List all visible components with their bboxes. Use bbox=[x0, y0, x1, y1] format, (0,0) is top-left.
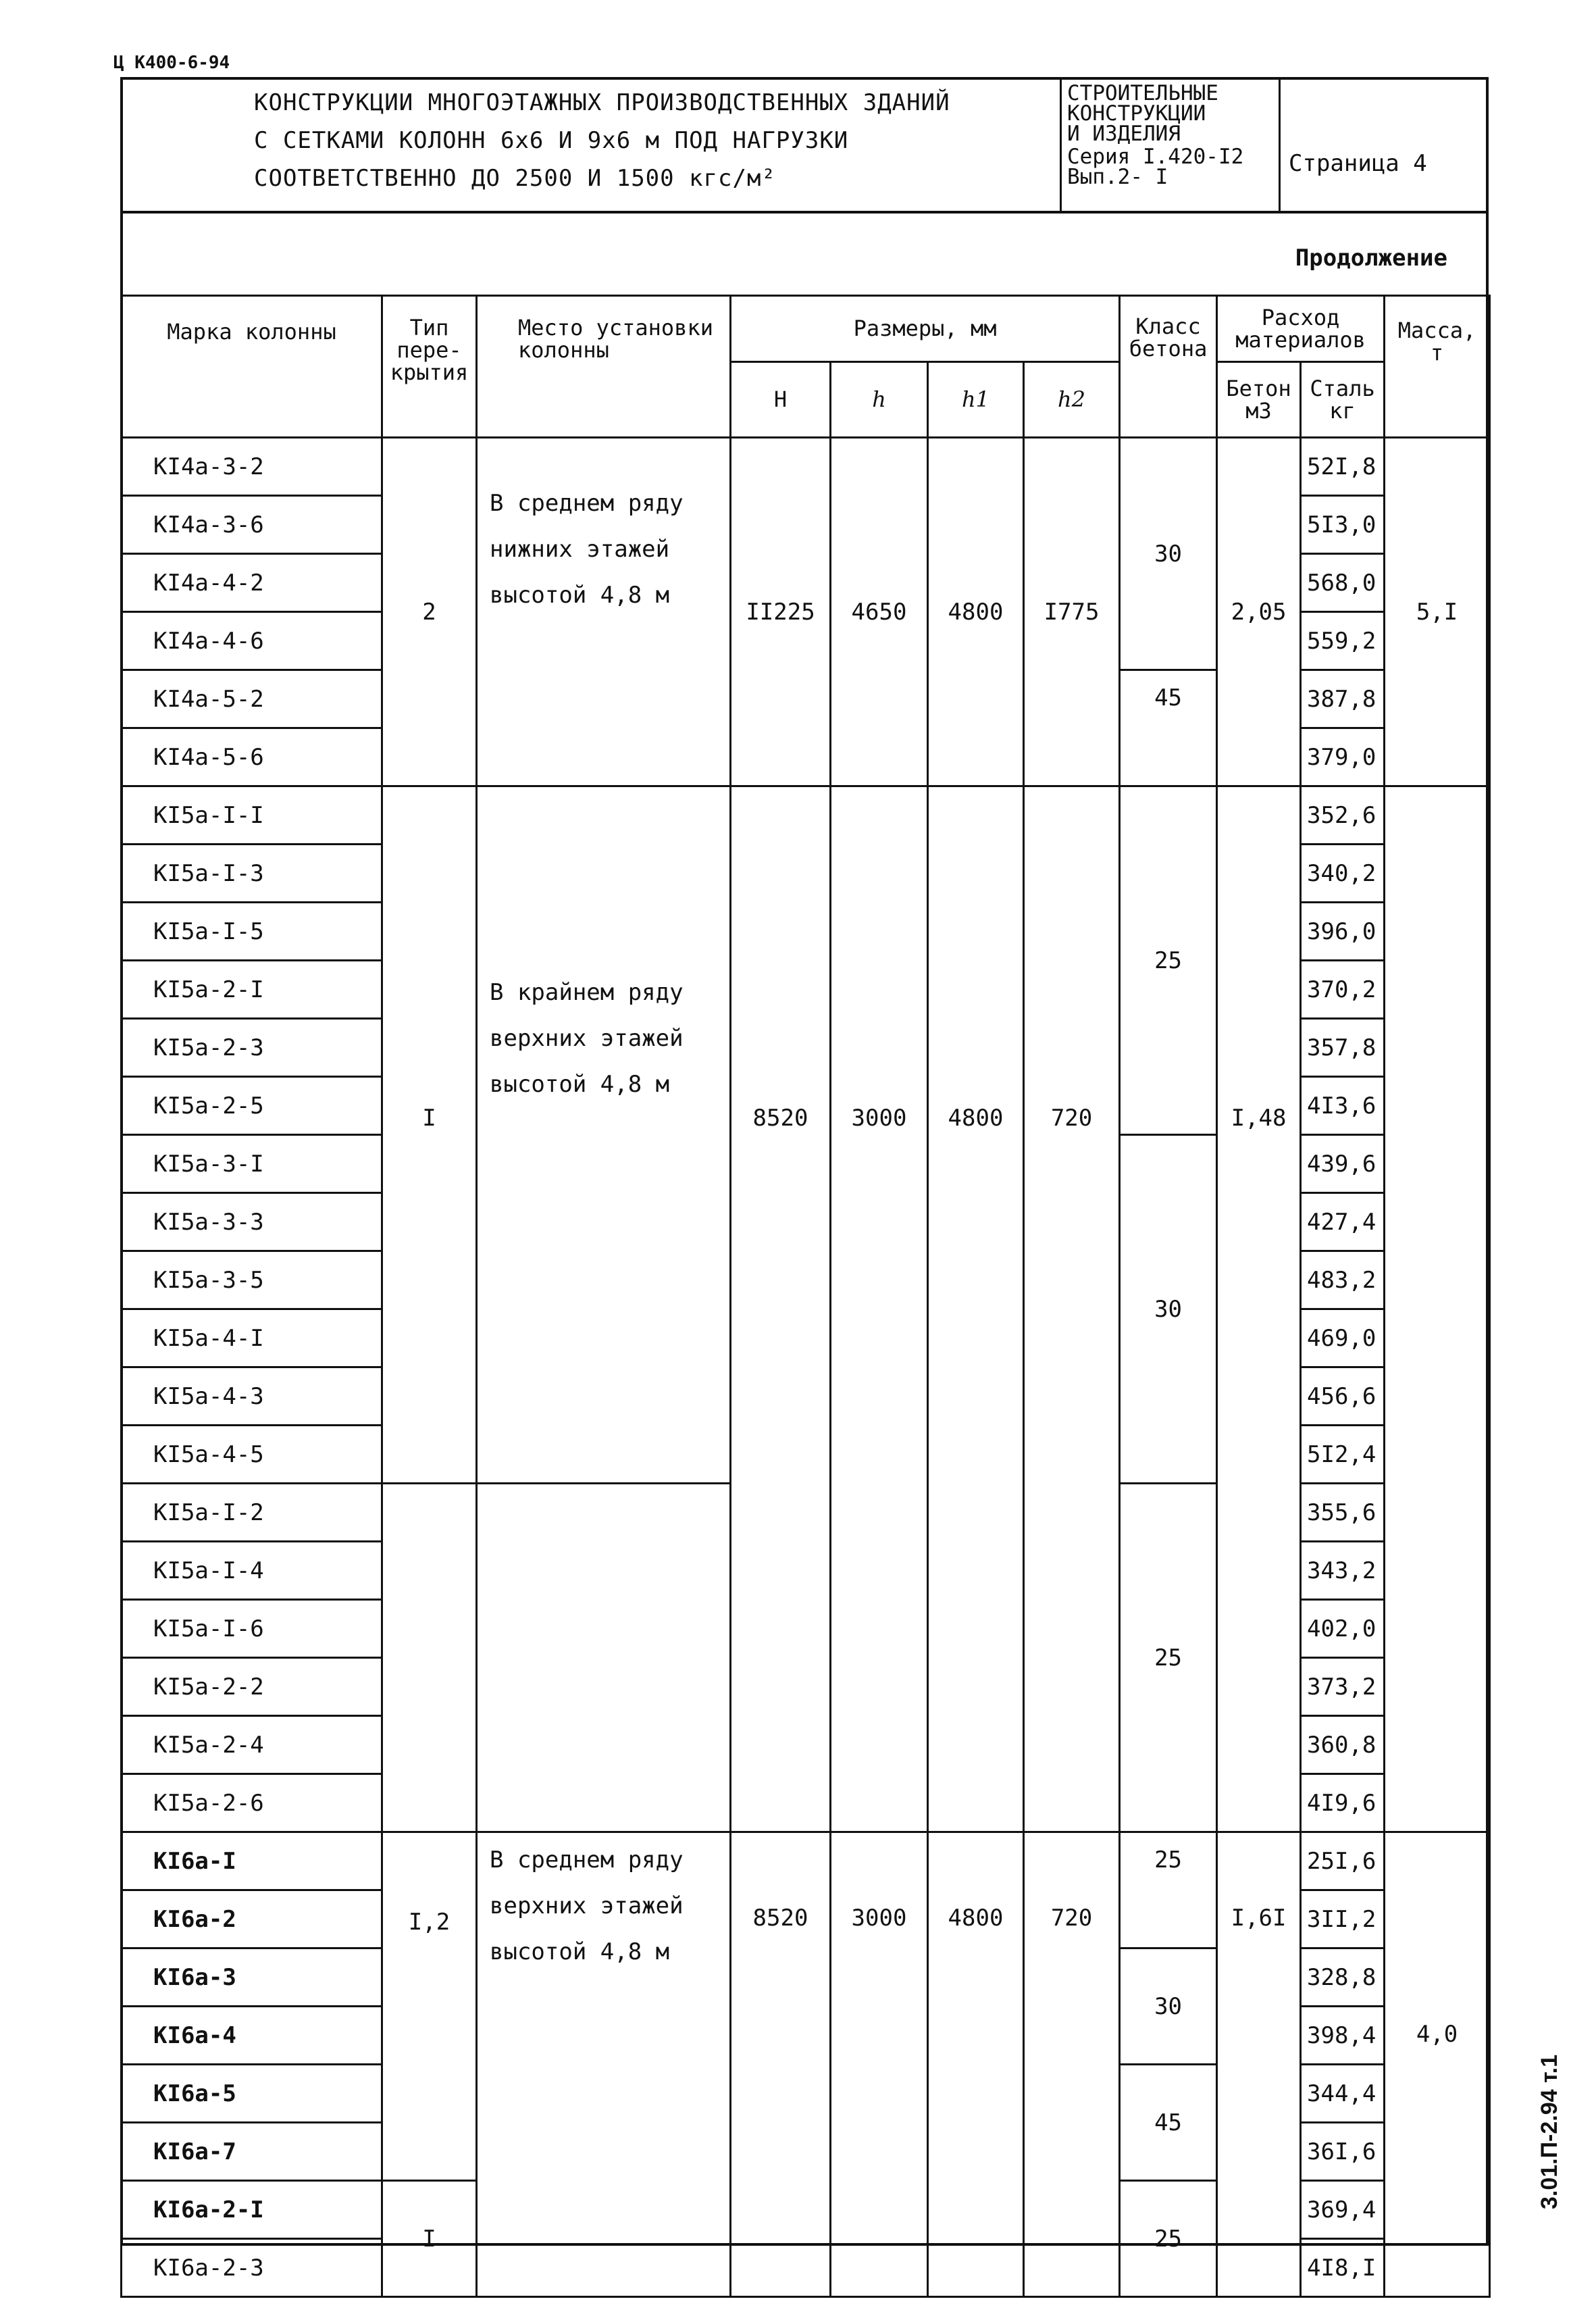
table-row-mark: KI6a-2 bbox=[122, 1890, 382, 1948]
table-row-mark: KI6a-4 bbox=[122, 2007, 382, 2065]
cell-steel: 387,8 bbox=[1301, 670, 1385, 728]
cell-steel: 469,0 bbox=[1301, 1309, 1385, 1367]
place-line: верхних этажей bbox=[490, 1892, 684, 1919]
cell-class: 45 bbox=[1120, 670, 1217, 786]
document-code: Ц K400-6-94 bbox=[113, 53, 230, 73]
cell-mass: 4,0 bbox=[1385, 1832, 1490, 2297]
cell-steel: 36I,6 bbox=[1301, 2123, 1385, 2181]
place-line: В крайнем ряду bbox=[490, 979, 684, 1006]
place-line: высотой 4,8 м bbox=[490, 1071, 670, 1098]
col-header-place: Место установки колонны bbox=[477, 296, 731, 438]
cell-steel: 559,2 bbox=[1301, 612, 1385, 670]
cell-steel: 4I8,I bbox=[1301, 2239, 1385, 2297]
place-line: В среднем ряду bbox=[490, 1846, 684, 1873]
table-row-mark: KI6a-5 bbox=[122, 2065, 382, 2123]
table-row-mark: KI6a-I bbox=[122, 1832, 382, 1890]
col-header-mass: Масса, т bbox=[1385, 296, 1490, 438]
col-header-h1: h1 bbox=[928, 362, 1024, 438]
cell-h2: I775 bbox=[1024, 438, 1120, 786]
cell-h2: 720 bbox=[1024, 786, 1120, 1832]
cell-type-empty bbox=[382, 1484, 477, 1832]
table-row-mark: KI4a-4-2 bbox=[122, 554, 382, 612]
cell-concrete: I,48 bbox=[1217, 786, 1301, 1832]
cell-h1: 4800 bbox=[928, 438, 1024, 786]
table-row-mark: KI5a-3-I bbox=[122, 1135, 382, 1193]
cell-steel: 439,6 bbox=[1301, 1135, 1385, 1193]
place-line: В среднем ряду bbox=[490, 490, 684, 517]
col-header-class: Класс бетона bbox=[1120, 296, 1217, 438]
cell-steel: 5I2,4 bbox=[1301, 1426, 1385, 1484]
cell-place bbox=[477, 786, 731, 1484]
cell-steel: 483,2 bbox=[1301, 1251, 1385, 1309]
cell-steel: 369,4 bbox=[1301, 2181, 1385, 2239]
table-row-mark: KI4a-3-2 bbox=[122, 438, 382, 496]
cell-steel: 4I9,6 bbox=[1301, 1774, 1385, 1832]
page-label: Страница 4 bbox=[1289, 150, 1427, 177]
cell-steel: 3II,2 bbox=[1301, 1890, 1385, 1948]
series-line-4: Серия I.420-I2 bbox=[1067, 145, 1244, 169]
cell-steel: 343,2 bbox=[1301, 1542, 1385, 1600]
table-row-mark: KI5a-2-5 bbox=[122, 1077, 382, 1135]
cell-type: I bbox=[382, 786, 477, 1484]
cell-place-empty bbox=[477, 1484, 731, 1832]
cell-h2: 720 bbox=[1024, 1832, 1120, 2297]
cell-h1: 4800 bbox=[928, 786, 1024, 1832]
cell-class: 25 bbox=[1120, 1832, 1217, 1948]
cell-mass: 5,I bbox=[1385, 438, 1490, 786]
table-row-mark: KI5a-I-2 bbox=[122, 1484, 382, 1542]
place-line: нижних этажей bbox=[490, 536, 670, 563]
col-header-materials: Расход материалов bbox=[1217, 296, 1385, 362]
title-line-1: КОНСТРУКЦИИ МНОГОЭТАЖНЫХ ПРОИЗВОДСТВЕННЫХ ЗДАНИЙ bbox=[254, 89, 950, 116]
series-line-5: Вып.2- I bbox=[1067, 165, 1168, 189]
title-line-2: С СЕТКАМИ КОЛОНН 6x6 И 9x6 м ПОД НАГРУЗКИ bbox=[254, 127, 849, 154]
series-line-1: СТРОИТЕЛЬНЫЕ bbox=[1067, 81, 1218, 105]
cell-steel: 402,0 bbox=[1301, 1600, 1385, 1658]
table-row-mark: KI4a-5-2 bbox=[122, 670, 382, 728]
cell-steel: 373,2 bbox=[1301, 1658, 1385, 1716]
cell-steel: 360,8 bbox=[1301, 1716, 1385, 1774]
table-row-mark: KI5a-2-2 bbox=[122, 1658, 382, 1716]
cell-H: 8520 bbox=[731, 786, 831, 1832]
cell-class: 30 bbox=[1120, 438, 1217, 670]
cell-steel: 427,4 bbox=[1301, 1193, 1385, 1251]
col-header-type: Тип пере-крытия bbox=[382, 296, 477, 438]
cell-steel: 25I,6 bbox=[1301, 1832, 1385, 1890]
col-header-h: h bbox=[831, 362, 928, 438]
table-row-mark: KI5a-4-3 bbox=[122, 1367, 382, 1426]
title-block bbox=[122, 78, 1062, 211]
cell-steel: 396,0 bbox=[1301, 903, 1385, 961]
table-row-mark: KI6a-3 bbox=[122, 1948, 382, 2007]
col-header-mark: Марка колонны bbox=[122, 296, 382, 438]
cell-steel: 344,4 bbox=[1301, 2065, 1385, 2123]
cell-steel: 52I,8 bbox=[1301, 438, 1385, 496]
cell-steel: 370,2 bbox=[1301, 961, 1385, 1019]
title-line-3: СООТВЕТСТВЕННО ДО 2500 И 1500 кгс/м² bbox=[254, 165, 776, 192]
table-row-mark: KI5a-2-3 bbox=[122, 1019, 382, 1077]
cell-steel: 4I3,6 bbox=[1301, 1077, 1385, 1135]
cell-H: II225 bbox=[731, 438, 831, 786]
cell-steel: 352,6 bbox=[1301, 786, 1385, 845]
table-row-mark: KI5a-I-5 bbox=[122, 903, 382, 961]
table-row-mark: KI6a-7 bbox=[122, 2123, 382, 2181]
cell-class: 25 bbox=[1120, 2181, 1217, 2297]
table-row-mark: KI4a-3-6 bbox=[122, 496, 382, 554]
table-row-mark: KI5a-3-5 bbox=[122, 1251, 382, 1309]
cell-class: 30 bbox=[1120, 1948, 1217, 2065]
table-row-mark: KI5a-4-5 bbox=[122, 1426, 382, 1484]
table-row-mark: KI6a-2-3 bbox=[122, 2239, 382, 2297]
table-row-mark: KI5a-3-3 bbox=[122, 1193, 382, 1251]
series-line-3: И ИЗДЕЛИЯ bbox=[1067, 122, 1181, 146]
cell-class: 30 bbox=[1120, 1135, 1217, 1484]
cell-class: 25 bbox=[1120, 786, 1217, 1135]
continuation-label: Продолжение bbox=[1295, 245, 1447, 272]
cell-steel: 398,4 bbox=[1301, 2007, 1385, 2065]
col-header-concrete: Бетон м3 bbox=[1217, 362, 1301, 438]
cell-steel: 328,8 bbox=[1301, 1948, 1385, 2007]
col-header-dims: Размеры, мм bbox=[731, 296, 1120, 362]
table-row-mark: KI5a-I-4 bbox=[122, 1542, 382, 1600]
cell-mass-empty bbox=[1385, 786, 1490, 1832]
table-row-mark: KI5a-I-6 bbox=[122, 1600, 382, 1658]
cell-place bbox=[477, 438, 731, 786]
col-header-H: Н bbox=[731, 362, 831, 438]
cell-h: 4650 bbox=[831, 438, 928, 786]
place-line: высотой 4,8 м bbox=[490, 1938, 670, 1965]
cell-h: 3000 bbox=[831, 786, 928, 1832]
cell-steel: 357,8 bbox=[1301, 1019, 1385, 1077]
col-header-h2: h2 bbox=[1024, 362, 1120, 438]
cell-steel: 379,0 bbox=[1301, 728, 1385, 786]
cell-steel: 355,6 bbox=[1301, 1484, 1385, 1542]
header-divider bbox=[120, 211, 1489, 213]
col-header-steel: Сталь кг bbox=[1301, 362, 1385, 438]
table-row-mark: KI5a-4-I bbox=[122, 1309, 382, 1367]
table-row-mark: KI5a-2-6 bbox=[122, 1774, 382, 1832]
cell-h1: 4800 bbox=[928, 1832, 1024, 2297]
cell-type: I,2 bbox=[382, 1832, 477, 2181]
table-row-mark: KI4a-5-6 bbox=[122, 728, 382, 786]
page-number-block bbox=[1282, 78, 1487, 211]
table-row-mark: KI5a-I-3 bbox=[122, 845, 382, 903]
cell-H: 8520 bbox=[731, 1832, 831, 2297]
series-line-2: КОНСТРУКЦИИ bbox=[1067, 101, 1206, 126]
series-block bbox=[1063, 78, 1281, 211]
table-row-mark: KI4a-4-6 bbox=[122, 612, 382, 670]
cell-place bbox=[477, 1832, 731, 2297]
cell-steel: 568,0 bbox=[1301, 554, 1385, 612]
cell-steel: 5I3,0 bbox=[1301, 496, 1385, 554]
table-row-mark: KI6a-2-I bbox=[122, 2181, 382, 2239]
table-row-mark: KI5a-2-I bbox=[122, 961, 382, 1019]
cell-steel: 340,2 bbox=[1301, 845, 1385, 903]
side-stamp: 3.01.П-2.94 т.1 bbox=[1537, 2054, 1562, 2209]
cell-class: 45 bbox=[1120, 2065, 1217, 2181]
place-line: высотой 4,8 м bbox=[490, 582, 670, 609]
cell-steel: 456,6 bbox=[1301, 1367, 1385, 1426]
cell-class: 25 bbox=[1120, 1484, 1217, 1832]
cell-h: 3000 bbox=[831, 1832, 928, 2297]
table-row-mark: KI5a-I-I bbox=[122, 786, 382, 845]
place-line: верхних этажей bbox=[490, 1025, 684, 1052]
table-row-mark: KI5a-2-4 bbox=[122, 1716, 382, 1774]
cell-concrete: 2,05 bbox=[1217, 438, 1301, 786]
cell-concrete: I,6I bbox=[1217, 1832, 1301, 2297]
cell-type: 2 bbox=[382, 438, 477, 786]
columns-table bbox=[120, 295, 1491, 2298]
cell-type: I bbox=[382, 2181, 477, 2297]
